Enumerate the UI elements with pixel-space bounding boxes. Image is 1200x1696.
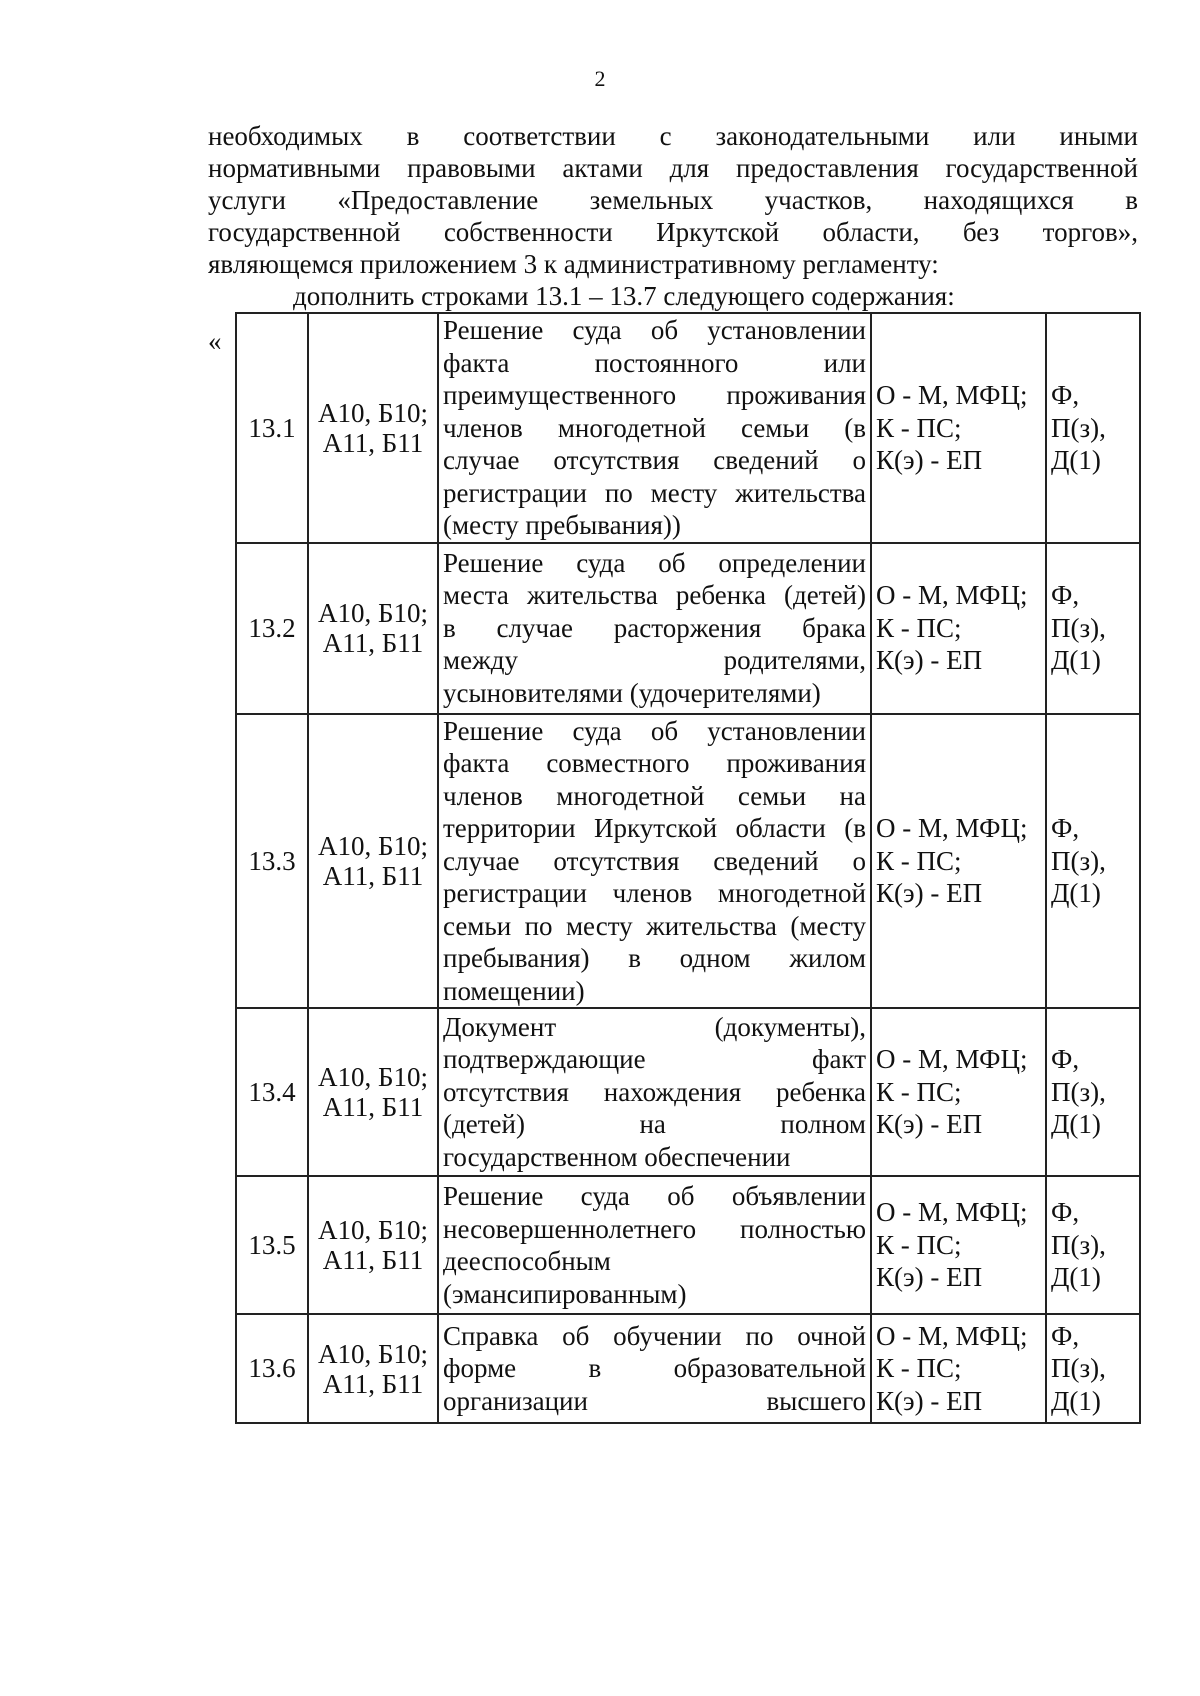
intro-instruction: дополнить строками 13.1 – 13.7 следующего содержания: xyxy=(293,281,955,311)
submission-method: К - ПС; xyxy=(876,1229,962,1260)
table-row xyxy=(236,313,1140,543)
document-name-line: регистрации членов многодетной xyxy=(443,878,866,908)
document-name-line: подтверждающие факт xyxy=(443,1044,866,1075)
submission-method: К(э) - ЕП xyxy=(876,445,983,475)
intro-paragraph xyxy=(208,120,1138,312)
document-form: Ф, xyxy=(1051,1197,1080,1228)
intro-line: услуги «Предоставление земельных участков, находящихся в xyxy=(208,185,1138,215)
document-name-line: (месту пребывания)) xyxy=(443,510,681,540)
document-name-line: пребывания) в одном жилом xyxy=(443,943,866,973)
submission-methods-cell xyxy=(871,1314,1046,1423)
submission-method: О - М, МФЦ; xyxy=(876,580,1028,611)
document-name-line: Решение суда об установлении xyxy=(443,315,866,345)
table-row xyxy=(236,1008,1140,1176)
document-form: Ф, xyxy=(1051,813,1080,843)
document-form: Д(1) xyxy=(1051,1109,1101,1140)
document-name-line: помещении) xyxy=(443,975,585,1006)
document-form: Ф, xyxy=(1051,580,1080,611)
applicant-codes-cell xyxy=(308,1176,438,1314)
submission-methods-cell xyxy=(871,714,1046,1009)
applicant-code: А11, Б11 xyxy=(322,427,424,458)
document-forms-cell xyxy=(1046,714,1140,1009)
document-form: П(з), xyxy=(1051,1229,1106,1260)
row-number-cell: 13.4 xyxy=(236,1008,308,1176)
submission-method: О - М, МФЦ; xyxy=(876,1044,1028,1075)
intro-line: необходимых в соответствии с законодательными или иными xyxy=(208,121,1138,151)
document-name-cell xyxy=(438,543,871,714)
submission-method: О - М, МФЦ; xyxy=(876,813,1028,843)
intro-line: нормативными правовыми актами для предоставления государственной xyxy=(208,153,1138,183)
page-number: 2 xyxy=(594,66,606,91)
row-number-cell: 13.5 xyxy=(236,1176,308,1314)
document-name-line: организации высшего xyxy=(443,1385,866,1416)
submission-method: К - ПС; xyxy=(876,612,962,643)
table-row xyxy=(236,1176,1140,1314)
document-forms-cell xyxy=(1046,1008,1140,1176)
applicant-codes-cell xyxy=(308,1314,438,1423)
document-forms-cell xyxy=(1046,1314,1140,1423)
document-forms-cell xyxy=(1046,1176,1140,1314)
submission-method: К - ПС; xyxy=(876,1353,962,1384)
submission-methods-cell xyxy=(871,1008,1046,1176)
applicant-codes-cell xyxy=(308,543,438,714)
row-number-cell: 13.6 xyxy=(236,1314,308,1423)
document-form: Д(1) xyxy=(1051,645,1101,676)
document-name-cell xyxy=(438,1314,871,1423)
submission-method: О - М, МФЦ; xyxy=(876,1320,1028,1351)
applicant-codes-cell xyxy=(308,313,438,543)
submission-methods-cell xyxy=(871,543,1046,714)
opening-quote-mark: « xyxy=(208,326,222,356)
document-name-line: случае отсутствия сведений о xyxy=(443,445,866,475)
row-number-cell: 13.3 xyxy=(236,714,308,1009)
document-form: П(з), xyxy=(1051,845,1106,876)
row-number-cell: 13.1 xyxy=(236,313,308,543)
applicant-code: А11, Б11 xyxy=(322,1245,424,1275)
applicant-codes-cell xyxy=(308,1008,438,1176)
applicant-codes-cell xyxy=(308,714,438,1009)
applicant-code: А11, Б11 xyxy=(322,1368,424,1399)
submission-methods-cell xyxy=(871,313,1046,543)
document-name-line: (детей) на полном xyxy=(443,1109,866,1140)
table-row xyxy=(236,714,1140,1009)
document-name-line: Решение суда об определении xyxy=(443,547,866,578)
submission-method: О - М, МФЦ; xyxy=(876,1197,1028,1228)
document-form: Д(1) xyxy=(1051,878,1101,908)
document-name-line: несовершеннолетнего полностью xyxy=(443,1213,866,1244)
document-name-line: государственном обеспечении xyxy=(443,1141,791,1172)
submission-method: К(э) - ЕП xyxy=(876,1109,983,1140)
document-name-line: членов многодетной семьи на xyxy=(443,780,866,811)
applicant-code: А11, Б11 xyxy=(322,1092,424,1122)
document-name-line: форме в образовательной xyxy=(443,1353,866,1384)
document-name-line: семьи по месту жительства (месту xyxy=(443,910,866,941)
document-name-line: Справка об обучении по очной xyxy=(443,1320,866,1351)
row-number-cell: 13.2 xyxy=(236,543,308,714)
document-name-line: отсутствия нахождения ребенка xyxy=(443,1076,866,1107)
applicant-code: А10, Б10; xyxy=(317,830,428,861)
document-form: Д(1) xyxy=(1051,445,1101,475)
applicant-code: А11, Б11 xyxy=(322,628,424,658)
document-form: П(з), xyxy=(1051,1076,1106,1107)
document-name-line: между родителями, xyxy=(443,645,866,676)
document-name-line: Решение суда об объявлении xyxy=(443,1181,866,1211)
document-name-line: места жительства ребенка (детей) xyxy=(443,580,866,611)
document-form: Ф, xyxy=(1051,380,1080,410)
applicant-code: А10, Б10; xyxy=(317,397,428,428)
submission-method: К - ПС; xyxy=(876,1076,962,1107)
submission-method: О - М, МФЦ; xyxy=(876,380,1028,410)
intro-line: являющемся приложением 3 к административному регламенту: xyxy=(208,249,939,279)
document-name-line: дееспособным xyxy=(443,1246,611,1276)
document-form: Ф, xyxy=(1051,1320,1080,1351)
applicant-code: А10, Б10; xyxy=(317,1338,428,1369)
applicant-code: А10, Б10; xyxy=(317,1215,428,1245)
document-name-line: факта совместного проживания xyxy=(443,748,866,778)
submission-methods-cell xyxy=(871,1176,1046,1314)
document-name-cell xyxy=(438,714,871,1009)
document-form: Д(1) xyxy=(1051,1385,1101,1416)
submission-method: К(э) - ЕП xyxy=(876,1262,983,1293)
submission-method: К(э) - ЕП xyxy=(876,645,983,676)
document-name-line: регистрации по месту жительства xyxy=(443,477,866,508)
document-form: П(з), xyxy=(1051,612,1106,643)
document-forms-cell xyxy=(1046,313,1140,543)
submission-method: К(э) - ЕП xyxy=(876,1385,983,1416)
document-forms-cell xyxy=(1046,543,1140,714)
document-name-line: членов многодетной семьи (в xyxy=(443,412,866,443)
document-name-cell xyxy=(438,313,871,543)
submission-method: К - ПС; xyxy=(876,845,962,876)
document-name-line: случае отсутствия сведений о xyxy=(443,845,866,876)
submission-method: К(э) - ЕП xyxy=(876,878,983,908)
document-name-line: преимущественного проживания xyxy=(443,380,866,410)
document-name-line: усыновителями (удочерителями) xyxy=(443,677,821,708)
document-form: П(з), xyxy=(1051,412,1106,443)
table-row xyxy=(236,1314,1140,1423)
document-name-line: факта постоянного или xyxy=(443,347,866,378)
document-name-line: территории Иркутской области (в xyxy=(443,813,866,843)
document-name-cell xyxy=(438,1176,871,1314)
documents-table-body xyxy=(236,313,1140,1423)
table-row xyxy=(236,543,1140,714)
intro-line: государственной собственности Иркутской области, без торгов», xyxy=(208,217,1138,247)
document-form: П(з), xyxy=(1051,1353,1106,1384)
applicant-code: А11, Б11 xyxy=(322,860,424,891)
document-name-line: (эмансипированным) xyxy=(443,1278,687,1309)
document-name-line: в случае расторжения брака xyxy=(443,612,866,643)
applicant-code: А10, Б10; xyxy=(317,598,428,628)
document-name-line: Документ (документы), xyxy=(443,1011,866,1042)
submission-method: К - ПС; xyxy=(876,412,962,443)
applicant-code: А10, Б10; xyxy=(317,1062,428,1092)
document-form: Д(1) xyxy=(1051,1262,1101,1293)
document-form: Ф, xyxy=(1051,1044,1080,1075)
document-name-cell xyxy=(438,1008,871,1176)
document-name-line: Решение суда об установлении xyxy=(443,715,866,746)
documents-table xyxy=(235,312,1141,1424)
